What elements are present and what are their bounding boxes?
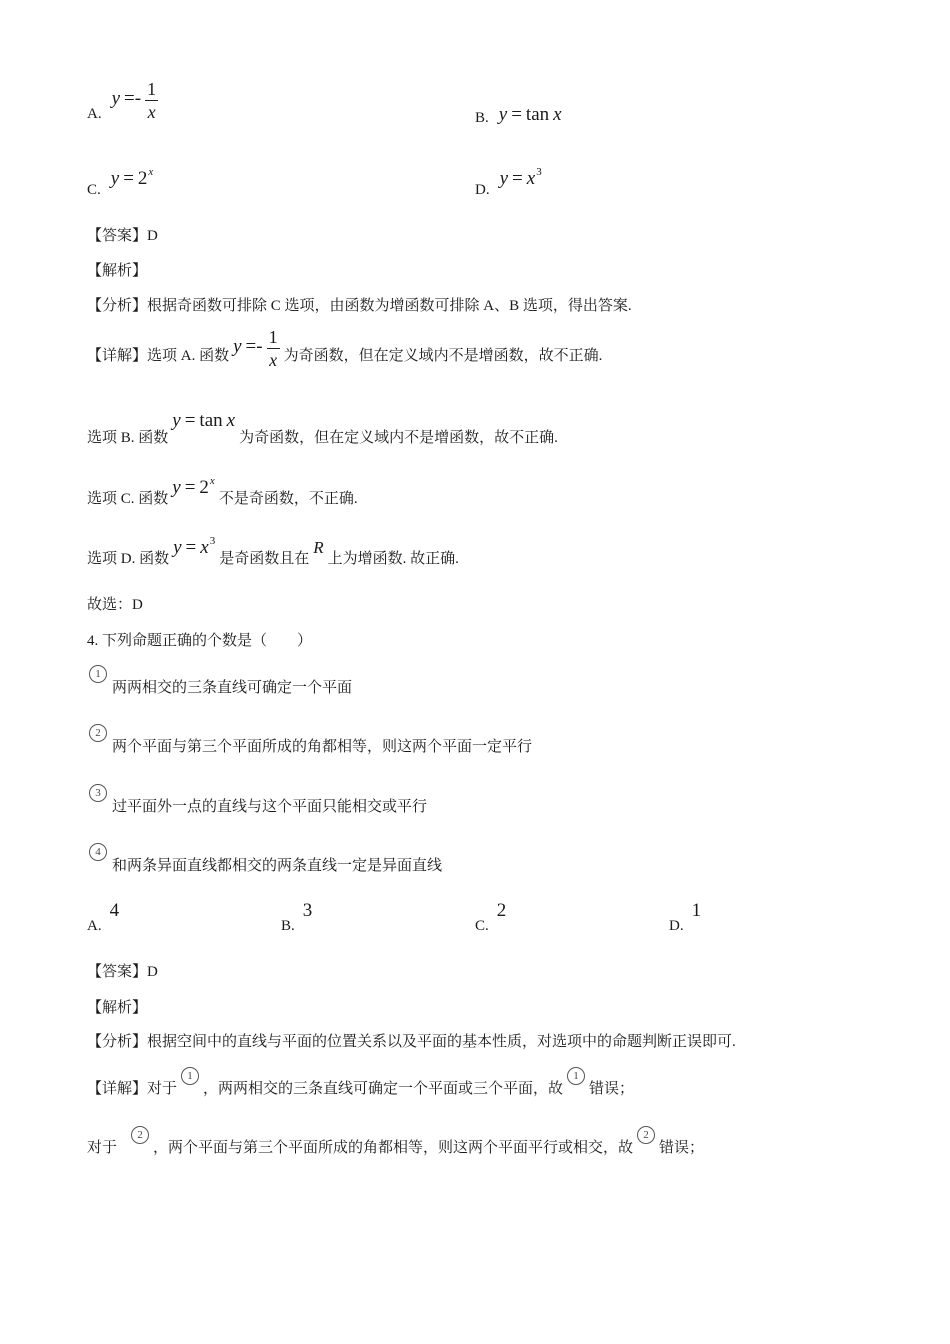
q4-statement-2 xyxy=(89,723,107,742)
option-letter: A. xyxy=(87,106,102,123)
q3-detail-a xyxy=(87,328,602,369)
q4-option-b xyxy=(281,900,313,934)
detail-label: 【详解】选项 A. 函数 xyxy=(87,348,230,365)
q4-statement-text: 两两相交的三条直线可确定一个平面 xyxy=(112,680,353,696)
detail-text: 错误； xyxy=(659,1140,705,1156)
detail-text: 为奇函数，但在定义域内不是增函数，故不正确. xyxy=(283,348,603,365)
math-lhs: y xyxy=(111,88,121,110)
option-letter: B. xyxy=(281,918,295,934)
q4-statement-text: 和两条异面直线都相交的两条直线一定是异面直线 xyxy=(112,858,443,874)
option-letter: D. xyxy=(475,182,490,198)
option-letter: B. xyxy=(475,110,489,126)
math-eq: = xyxy=(512,168,523,189)
q3-detail-b xyxy=(87,410,558,446)
math-lhs: y xyxy=(110,168,120,189)
detail-text: 不是奇函数，不正确. xyxy=(218,491,358,507)
option-value: 3 xyxy=(302,900,313,921)
option-letter: D. xyxy=(669,918,684,934)
q4-analysis-title: 【解析】 xyxy=(87,1000,148,1016)
math-eq: = xyxy=(184,410,196,431)
math-var: x xyxy=(226,410,236,431)
q4-stem: 4. 下列命题正确的个数是（ ） xyxy=(87,633,313,649)
q3-analysis: 【分析】根据奇函数可排除 C 选项，由函数为增函数可排除 A、B 选项，得出答案. xyxy=(87,298,632,314)
detail-text: 错误； xyxy=(589,1081,635,1097)
math-set-R: R xyxy=(313,538,324,557)
circled-number: 1 xyxy=(89,665,107,683)
q4-option-d xyxy=(669,900,702,934)
math-lhs: y xyxy=(499,168,509,189)
math-base: 2 xyxy=(199,477,209,498)
option-letter: C. xyxy=(475,918,489,934)
q3-analysis-title: 【解析】 xyxy=(87,263,148,279)
circled-number: 2 xyxy=(89,724,107,742)
math-lhs: y xyxy=(172,410,181,431)
q3-option-c xyxy=(87,166,154,198)
circled-number: 3 xyxy=(89,784,107,802)
q3-option-b xyxy=(475,104,562,126)
option-letter: C. xyxy=(87,182,101,198)
fraction-numerator: 1 xyxy=(268,327,278,347)
option-value: 4 xyxy=(109,900,120,921)
math-exponent: x xyxy=(209,475,215,487)
math-eq: = xyxy=(123,168,134,189)
q4-statement-text: 过平面外一点的直线与这个平面只能相交或平行 xyxy=(112,799,428,815)
q4-answer: 【答案】D xyxy=(87,964,158,980)
math-eq: =- xyxy=(245,336,263,358)
q4-statement-text: 两个平面与第三个平面所成的角都相等，则这两个平面一定平行 xyxy=(112,739,533,755)
fraction-numerator: 1 xyxy=(147,79,157,99)
q3-conclusion: 故选：D xyxy=(87,597,143,613)
math-exponent: 3 xyxy=(536,166,542,178)
fraction-denominator: x xyxy=(269,350,278,370)
detail-text: 对于 xyxy=(87,1140,118,1156)
math-exponent: 3 xyxy=(209,535,216,547)
q4-statement-4 xyxy=(89,842,107,861)
q3-detail-d xyxy=(87,535,459,567)
math-eq: = xyxy=(185,537,197,558)
q3-detail-c xyxy=(87,475,358,507)
option-value: 2 xyxy=(496,900,507,921)
detail-label: 选项 B. 函数 xyxy=(87,430,169,446)
math-eq: =- xyxy=(124,88,142,110)
circled-number: 4 xyxy=(89,843,107,861)
circled-number: 1 xyxy=(181,1067,199,1085)
fraction-denominator: x xyxy=(147,102,156,122)
q3-option-d xyxy=(475,166,542,198)
math-eq: = xyxy=(184,477,196,498)
detail-text: ，两两相交的三条直线可确定一个平面或三个平面，故 xyxy=(203,1081,564,1097)
circled-number: 2 xyxy=(637,1126,655,1144)
detail-text: 为奇函数，但在定义域内不是增函数，故不正确. xyxy=(239,430,558,446)
math-lhs: y xyxy=(498,104,508,125)
math-lhs: y xyxy=(233,336,242,358)
option-letter: A. xyxy=(87,918,102,934)
detail-text: 上为增函数. 故正确. xyxy=(327,551,459,567)
detail-label: 选项 D. 函数 xyxy=(87,551,170,567)
math-base: x xyxy=(526,168,536,189)
fraction xyxy=(267,328,280,369)
detail-text: ，两个平面与第三个平面所成的角都相等，则这两个平面平行或相交，故 xyxy=(153,1140,634,1156)
math-base: 2 xyxy=(137,168,148,189)
math-exponent: x xyxy=(148,166,154,178)
q4-detail-1 xyxy=(87,1065,635,1097)
math-lhs: y xyxy=(172,477,181,498)
math-var: x xyxy=(553,104,562,125)
circled-number: 2 xyxy=(131,1126,149,1144)
math-fn: tan xyxy=(199,410,223,431)
q4-option-a xyxy=(87,900,120,934)
q4-detail-2 xyxy=(87,1124,705,1156)
detail-text: 【详解】对于 xyxy=(87,1081,178,1097)
circled-number: 1 xyxy=(567,1067,585,1085)
option-value: 1 xyxy=(691,900,702,921)
detail-label: 选项 C. 函数 xyxy=(87,491,169,507)
q4-option-c xyxy=(475,900,507,934)
q3-answer: 【答案】D xyxy=(87,228,158,244)
q4-analysis: 【分析】根据空间中的直线与平面的位置关系以及平面的基本性质，对选项中的命题判断正误即可. xyxy=(87,1034,736,1050)
fraction xyxy=(145,80,158,121)
q4-statement-3 xyxy=(89,783,107,802)
math-base: x xyxy=(200,537,209,558)
math-eq: = xyxy=(511,104,522,125)
q3-option-a xyxy=(87,80,158,121)
q4-statement-1 xyxy=(89,664,107,683)
math-lhs: y xyxy=(173,537,182,558)
detail-text: 是奇函数且在 xyxy=(219,551,310,567)
math-fn: tan xyxy=(525,104,550,125)
